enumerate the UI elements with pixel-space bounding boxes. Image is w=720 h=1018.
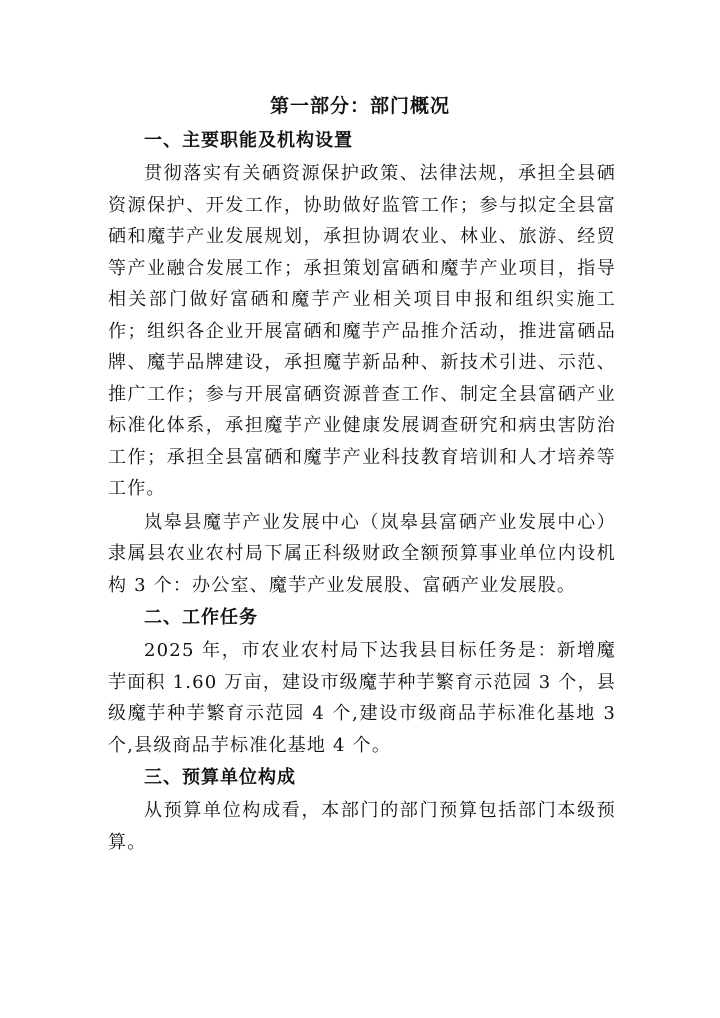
page-title: 第一部分：部门概况: [269, 95, 450, 117]
paragraph: 2025 年，市农业农村局下达我县目标任务是：新增魔芋面积 1.60 万亩，建设市级魔芋种芋繁育示范园 3 个，县级魔芋种芋繁育示范园 4 个,建设市级商品芋标准化基地 3 个,县级商品芋标准化基地 4 个。: [108, 640, 616, 756]
section-tasks: [108, 603, 616, 761]
section-budget-units: [108, 763, 616, 858]
section-functions: [108, 126, 616, 601]
paragraph: 贯彻落实有关硒资源保护政策、法律法规，承担全县硒资源保护、开发工作，协助做好监管工作；参与拟定全县富硒和魔芋产业发展规划，承担协调农业、林业、旅游、经贸等产业融合发展工作；承担策划富硒和魔芋产业项目，指导相关部门做好富硒和魔芋产业相关项目申报和组织实施工作；组织各企业开展富硒和魔芋产品推介活动，推进富硒品牌、魔芋品牌建设，承担魔芋新品种、新技术引进、示范、推广工作；参与开展富硒资源普查工作、制定全县富硒产业标准化体系，承担魔芋产业健康发展调查研究和病虫害防治工作；承担全县富硒和魔芋产业科技教育培训和人才培养等工作。: [108, 163, 616, 499]
section-heading: 一、主要职能及机构设置: [144, 130, 353, 151]
paragraph: 岚皋县魔芋产业发展中心（岚皋县富硒产业发展中心）隶属县农业农村局下属正科级财政全额预算事业单位内设机构 3 个：办公室、魔芋产业发展股、富硒产业发展股。: [108, 511, 616, 596]
section-heading: 三、预算单位构成: [144, 767, 296, 788]
document-body: [108, 126, 616, 860]
paragraph: 从预算单位构成看，本部门的部门预算包括部门本级预算。: [108, 800, 616, 853]
section-heading: 二、工作任务: [144, 607, 258, 628]
